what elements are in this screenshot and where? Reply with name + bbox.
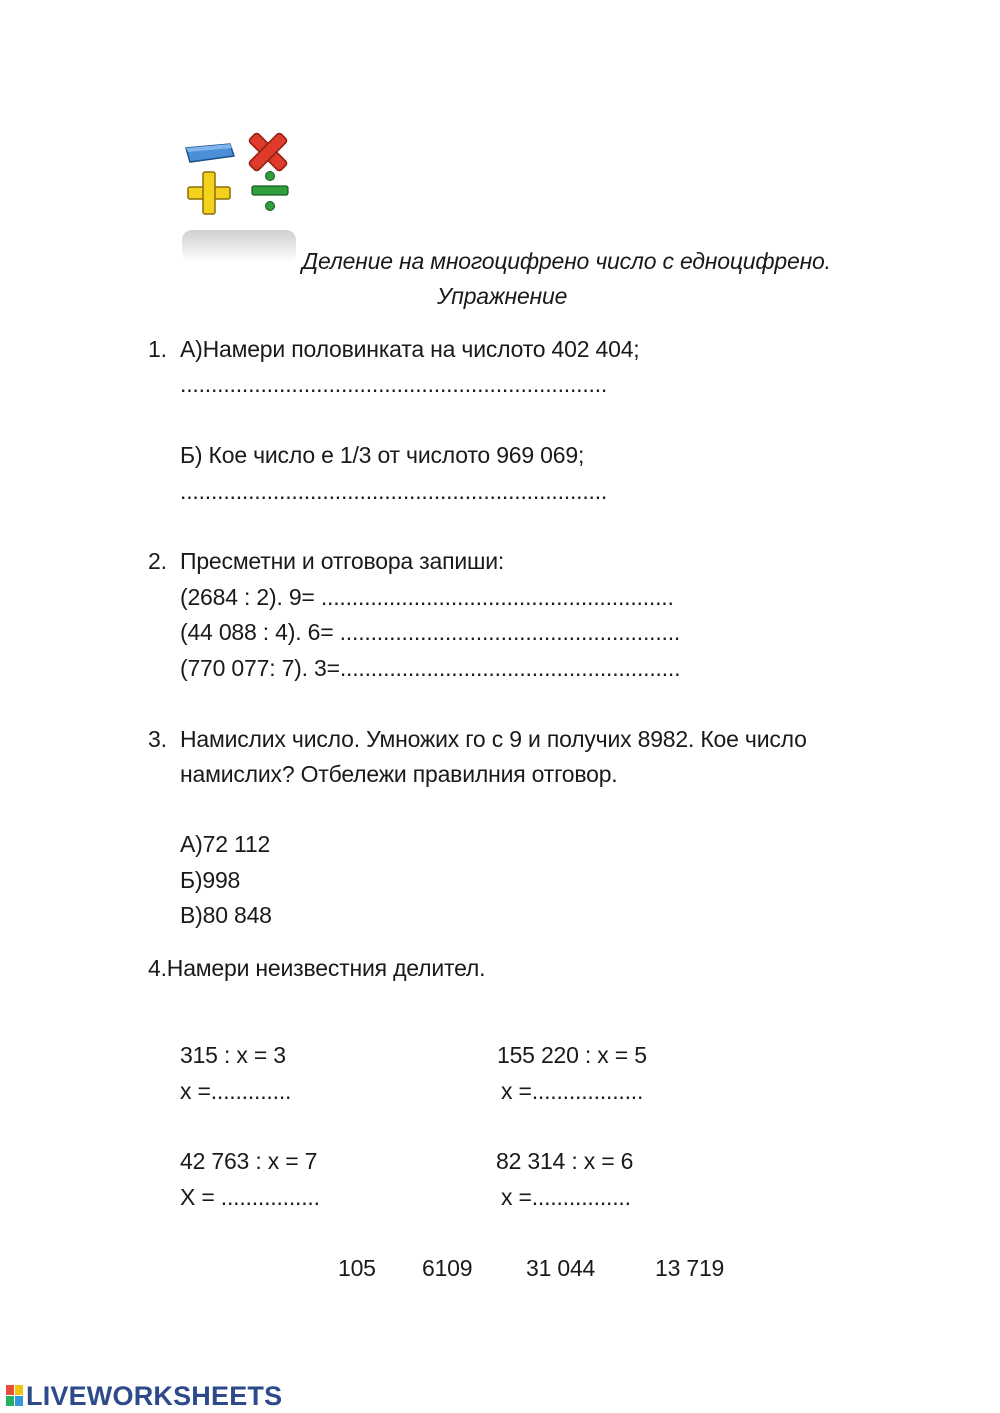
task2-row-2[interactable]: (44 088 : 4). 6= .......................................................: [180, 619, 681, 645]
task2-prompt: Пресметни и отговора запиши:: [180, 548, 505, 574]
liveworksheets-brand[interactable]: LIVEWORKSHEETS: [26, 1381, 283, 1411]
task4-choice-4[interactable]: 13 719: [655, 1255, 725, 1281]
task1-b-answer-line[interactable]: .....................................................................: [180, 478, 608, 504]
task2-number: 2.: [148, 548, 167, 574]
task2-row-3[interactable]: (770 077: 7). 3=.......................................................: [180, 655, 681, 681]
task4-answer-4[interactable]: x =................: [501, 1184, 631, 1210]
task1-number: 1.: [148, 336, 167, 362]
title-line-2: Упражнение: [437, 283, 568, 309]
task4-equation-3: 42 763 : x = 7: [180, 1148, 318, 1174]
liveworksheets-logo-icon: [6, 1385, 24, 1407]
plus-sign-icon: [188, 172, 230, 214]
task3-option-c[interactable]: В)80 848: [180, 902, 272, 928]
task4-answer-2[interactable]: x =..................: [501, 1078, 644, 1104]
task3-line-1: Намислих число. Умножих го с 9 и получих 8982. Кое число: [180, 726, 807, 752]
task4-answer-1[interactable]: x =.............: [180, 1078, 292, 1104]
task3-number: 3.: [148, 726, 167, 752]
task4-equation-2: 155 220 : x = 5: [497, 1042, 647, 1068]
title-line-1: Деление на многоцифрено число с едноцифрено.: [302, 248, 831, 274]
task3-option-b[interactable]: Б)998: [180, 867, 241, 893]
math-operations-icon: [180, 120, 298, 262]
minus-sign-icon: [186, 144, 234, 162]
task4-choice-2[interactable]: 6109: [422, 1255, 473, 1281]
task3-line-2: намислих? Отбележи правилния отговор.: [180, 761, 618, 787]
task4-equation-4: 82 314 : x = 6: [496, 1148, 634, 1174]
task4-choice-3[interactable]: 31 044: [526, 1255, 596, 1281]
task1-b-question: Б) Кое число е 1/3 от числото 969 069;: [180, 442, 585, 468]
task3-option-a[interactable]: А)72 112: [180, 831, 271, 857]
task4-equation-1: 315 : x = 3: [180, 1042, 286, 1068]
task4-heading: 4.Намери неизвестния делител.: [148, 955, 486, 981]
divide-sign-icon: [252, 172, 288, 211]
task1-a-answer-line[interactable]: .....................................................................: [180, 371, 608, 397]
task4-choice-1[interactable]: 105: [338, 1255, 376, 1281]
task1-a-question: А)Намери половинката на числото 402 404;: [180, 336, 640, 362]
task4-answer-3[interactable]: Х = ................: [180, 1184, 320, 1210]
task2-row-1[interactable]: (2684 : 2). 9= .........................................................: [180, 584, 674, 610]
